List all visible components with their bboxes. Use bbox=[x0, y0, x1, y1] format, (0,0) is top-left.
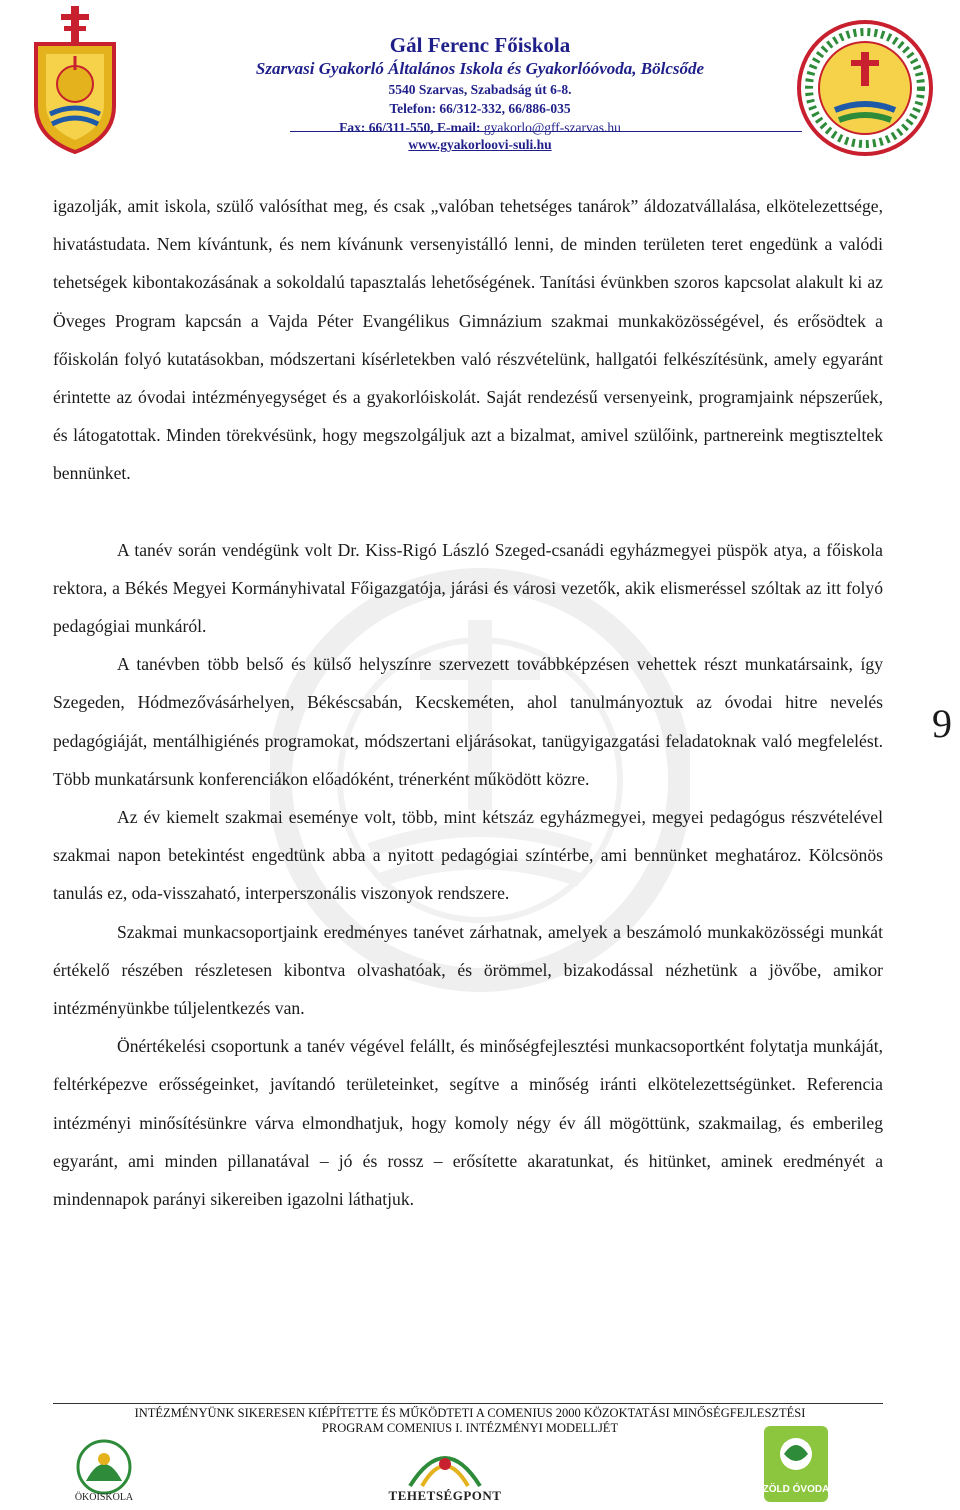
footer-divider bbox=[53, 1403, 883, 1404]
school-phone: Telefon: 66/312-332, 66/886-035 bbox=[389, 101, 571, 116]
email-label: E-mail: bbox=[436, 120, 481, 135]
paragraph-working-groups: Szakmai munkacsoportjaink eredményes tanévet zárhatnak, amelyek a beszámoló munkaközösségi munkát értékelő részében részletesen kibontva olvashatóak, és örömmel, bizakodással nézhetünk a jövőbe, amikor intézményünkbe túljelentkezés van. bbox=[53, 921, 883, 1019]
school-fax-email: Fax: 66/311-550, E-mail: gyakorlo@gff-szarvas.hu bbox=[339, 120, 621, 135]
college-name: Gál Ferenc Főiskola bbox=[389, 33, 571, 57]
school-address: 5540 Szarvas, Szabadság út 6-8. bbox=[388, 82, 572, 97]
paragraph-self-assessment: Önértékelési csoportunk a tanév végével felállt, és minőségfejlesztési munkacsoportként folytatja munkáját, feltérképezve erősségeinket, javítandó területeinket, segítve a minőség iránti elkötelezettségünket. Referencia intézményi minősítésünkre várva elmondhatjuk, hogy komoly négy év áll mögöttünk, szakmailag, és emberileg egyaránt, ami minden pillanatával – jó és rossz – erősítette akaratunkat, és hitünket, aminek eredményét a mindennapok parányi sikereiben igazolni láthatjuk. bbox=[53, 1036, 883, 1210]
letterhead-text-block bbox=[200, 32, 760, 137]
page-number: 9 bbox=[932, 701, 952, 746]
website-link[interactable]: www.gyakorloovi-suli.hu bbox=[408, 137, 552, 152]
school-fax: Fax: 66/311-550 bbox=[339, 120, 431, 135]
school-crest-right-logo bbox=[795, 18, 935, 158]
paragraph-training: A tanévben több belső és külső helyszínre szervezett továbbképzésen vehettek részt munkatársaink, így Szegeden, Hódmezővásárhelyen, Békéscsabán, Kecskeméten, ahol tanulmányoztuk az óvodai hitre nevelés pedagógiáját, mentálhigiénés programokat, módszertani eljárásokat, tanügyigazgatási feladatoknak való megfelelést. Több munkatársunk konferenciákon előadóként, trénerként működött közre. bbox=[53, 654, 883, 789]
talent-point-label: TEHETSÉGPONT bbox=[388, 1488, 502, 1503]
college-crest-left-logo bbox=[30, 6, 120, 154]
email-link[interactable]: gyakorlo@gff-szarvas.hu bbox=[483, 120, 621, 135]
report-body bbox=[53, 187, 883, 1218]
paragraph-guests: A tanév során vendégünk volt Dr. Kiss-Rigó László Szeged-csanádi egyházmegyei püspök atya, a főiskola rektora, a Békés Megyei Kormányhivatal Főigazgatója, járási és városi vezetők, akik elismeréssel szóltak az itt folyó pedagógiai munkáról. bbox=[53, 539, 883, 637]
talent-point-logo bbox=[400, 1440, 490, 1492]
green-kindergarten-logo bbox=[762, 1424, 830, 1504]
letterhead bbox=[0, 0, 960, 160]
green-kindergarten-label: ZÖLD ÓVODA bbox=[762, 1484, 830, 1495]
paragraph-talent: igazolják, amit iskola, szülő valósíthat meg, és csak „valóban tehetséges tanárok” áldozatvállalása, elkötelezettsége, hivatástudata. Nem kívántunk, és nem kívánunk versenyistálló lenni, de minden területen teret engedünk a valódi tehetségek kibontakozásának a sokoldalú tapasztalás lehetőségének. Tanítási évünkben szoros kapcsolat alakult ki az Öveges Program kapcsán a Vajda Péter Evangélikus Gimnázium szakmai munkaközösségével, és erősödtek a főiskolán folyó kutatásokban, módszertani kísérletekben való részvételünk, hallgatói felkészítésünk, amely egyaránt érintette az óvodai intézményegységet és a gyakorlóiskolát. Saját rendezésű versenyeink, programjaink népszerűek, és látogatottak. Minden törekvésünk, hogy megszolgáljuk azt a bizalmat, amivel szülőink, partnereink megtiszteltek bennünket. bbox=[53, 196, 883, 484]
header-divider bbox=[290, 131, 802, 132]
paragraph-professional-day: Az év kiemelt szakmai eseménye volt, több, mint kétszáz egyházmegyei, megyei pedagógus részvételével szakmai napon betekintést engedtünk abba a nyitott pedagógiai színtérbe, ami bennünket meghatároz. Kölcsönös tanulás ez, oda-visszaható, interperszonális viszonyok rendszere. bbox=[53, 807, 883, 904]
eco-school-label: ÖKOISKOLA bbox=[74, 1492, 134, 1503]
school-name: Szarvasi Gyakorló Általános Iskola és Gyakorlóóvoda, Bölcsőde bbox=[255, 59, 705, 78]
footer-line-1: INTÉZMÉNYÜNK SIKERESEN KIÉPÍTETTE ÉS MŰKÖDTETI A COMENIUS 2000 KÖZOKTATÁSI MINŐSÉGFEJLESZTÉSI bbox=[134, 1406, 806, 1420]
footer-line-2: PROGRAM COMENIUS I. INTÉZMÉNYI MODELLJÉT bbox=[321, 1421, 619, 1435]
